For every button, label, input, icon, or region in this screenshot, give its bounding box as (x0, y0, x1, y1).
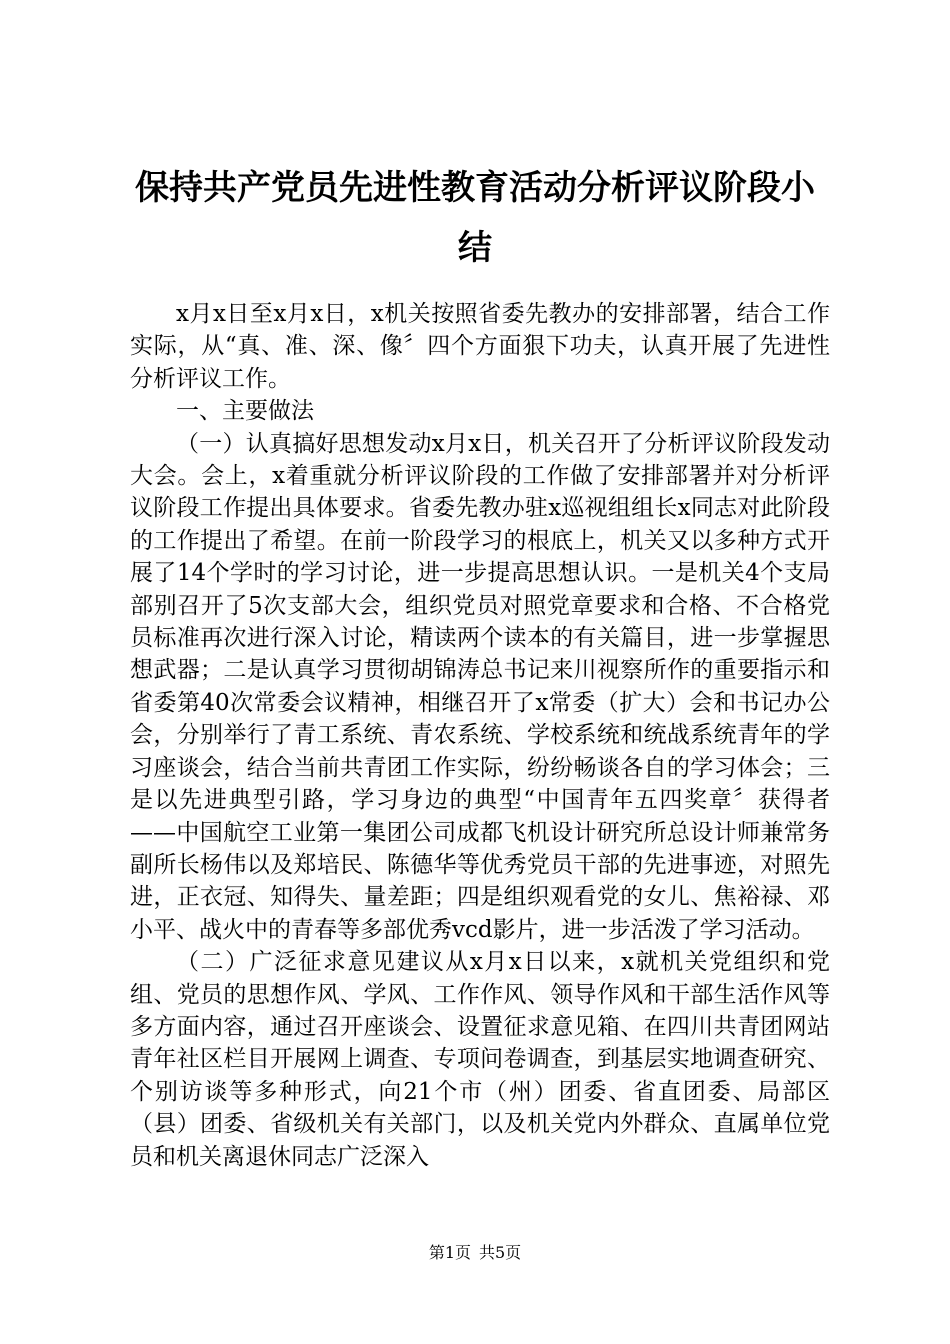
page-number-total: 共5页 (479, 1243, 522, 1262)
section-heading-main-practices: 一、主要做法 (176, 398, 314, 425)
document-body (130, 298, 830, 1173)
document-title: 保持共产党员先进性教育活动分析评议阶段小结 (135, 168, 815, 268)
paragraph-intro: x月x日至x月x日，x机关按照省委先教办的安排部署，结合工作实际，从“真、准、深、像〞四个方面狠下功夫，认真开展了先进性分析评议工作。 (130, 301, 830, 392)
page-footer (0, 1243, 950, 1263)
paragraph-ideological-mobilization: （一）认真搞好思想发动x月x日，机关召开了分析评议阶段发动大会。会上，x着重就分析评议阶段的工作做了安排部署并对分析评议阶段工作提出具体要求。省委先教办驻x巡视组组长x同志对此阶段的工作提出了希望。在前一阶段学习的根底上，机关又以多种方式开展了14个学时的学习讨论，进一步提高思想认识。一是机关4个支局部别召开了5次支部大会，组织党员对照党章要求和合格、不合格党员标准再次进行深入讨论，精读两个读本的有关篇目，进一步掌握思想武器；二是认真学习贯彻胡锦涛总书记来川视察所作的重要指示和省委第40次常委会议精神，相继召开了x常委（扩大）会和书记办公会，分别举行了青工系统、青农系统、学校系统和统战系统青年的学习座谈会，结合当前共青团工作实际，纷纷畅谈各自的学习体会；三是以先进典型引路，学习身边的典型“中国青年五四奖章〞获得者——中国航空工业第一集团公司成都飞机设计研究所总设计师兼常务副所长杨伟以及郑培民、陈德华等优秀党员干部的先进事迹，对照先进，正衣冠、知得失、量差距；四是组织观看党的女儿、焦裕禄、邓小平、战火中的青春等多部优秀vcd影片，进一步活泼了学习活动。 (130, 430, 830, 943)
page-number-current: 第1页 (428, 1243, 471, 1262)
paragraph-solicit-opinions: （二）广泛征求意见建议从x月x日以来，x就机关党组织和党组、党员的思想作风、学风、工作作风、领导作风和干部生活作风等多方面内容，通过召开座谈会、设置征求意见箱、在四川共青团网站青年社区栏目开展网上调查、专项问卷调查，到基层实地调查研究、个别访谈等多种形式，向21个市（州）团委、省直团委、局部区（县）团委、省级机关有关部门，以及机关党内外群众、直属单位党员和机关离退休同志广泛深入 (130, 949, 830, 1170)
